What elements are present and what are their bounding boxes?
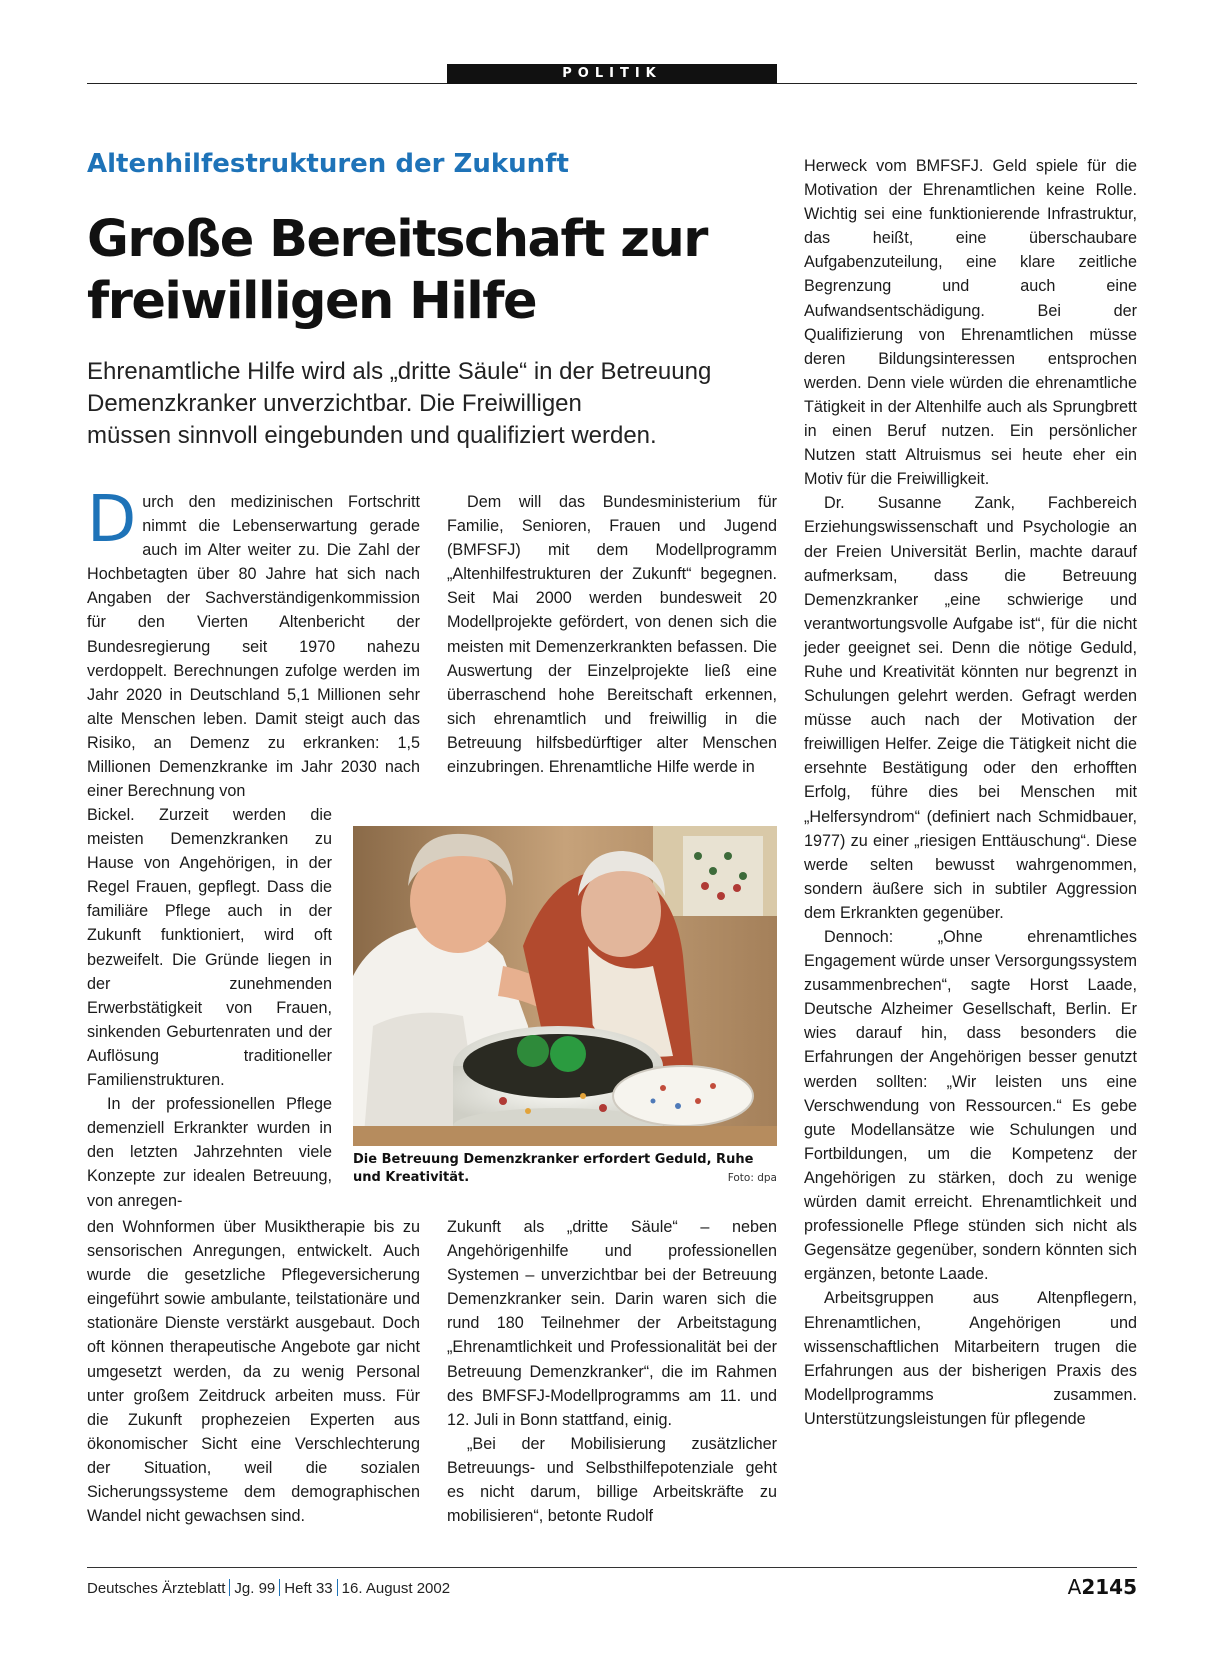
body-paragraph: Zukunft als „dritte Säule“ – neben Angehörigenhilfe und professionellen Systemen – unverzichtbar bei der Betreuung Demenzkranker sein. Darin waren sich die rund 180 Teilnehmer der Arbeitstagung „Ehrenamtlichkeit und Professionalität bei der Betreuung Demenzkranker“, die im Rahmen des BMFSFJ-Modellprogramms am 11. und 12. Juli in Bonn stattfand, einig. bbox=[447, 1218, 777, 1429]
bottom-rule bbox=[87, 1567, 1137, 1568]
volume: Jg. 99 bbox=[234, 1580, 276, 1597]
column-1-middle bbox=[87, 803, 332, 1213]
headline-line-2: freiwilligen Hilfe bbox=[87, 272, 537, 331]
photo-credit: Foto: dpa bbox=[727, 1172, 777, 1184]
caption-text: Die Betreuung Demenzkranker erfordert Geduld, Ruhe und Kreativität. bbox=[353, 1152, 754, 1185]
page-number bbox=[1068, 1575, 1137, 1599]
headline-line-1: Große Bereitschaft zur bbox=[87, 210, 707, 269]
column-3 bbox=[804, 154, 1137, 1431]
journal-name: Deutsches Ärzteblatt bbox=[87, 1580, 226, 1597]
column-1-top bbox=[87, 483, 420, 803]
photo-caregiver-and-elderly-woman bbox=[353, 826, 777, 1146]
article-photo bbox=[353, 826, 777, 1146]
body-paragraph: Herweck vom BMFSFJ. Geld spiele für die Motivation der Ehrenamtlichen keine Rolle. Wichtig sei eine funktionierende Infrastruktur, das heißt, eine überschaubare Aufgabenzuteilung, eine klare zeitliche Begrenzung und auch eine Aufwandsentschädigung. Bei der Qualifizierung von Ehrenamtlichen müsse deren Bildungsinteressen entsprochen werden. Denn viele würden die ehrenamtliche Tätigkeit in der Altenhilfe auch als Sprungbrett in einen Beruf nutzen. Ein persönlicher Nutzen statt Altruismus sei heute eher ein Motiv für die Freiwilligkeit. bbox=[804, 157, 1137, 489]
body-paragraph: Dennoch: „Ohne ehrenamtliches Engagement würde unser Versorgungssystem zusammenbrechen“, sagte Horst Laade, Deutsche Alzheimer Gesellschaft, Berlin. Er wies darauf hin, dass besonders die Erfahrungen der Angehörigen besser genutzt werden sollten: „Wir leisten uns eine Verschwendung von Ressourcen.“ Es gebe gute Modellansätze wie Schulungen und Fortbildungen, um die Kompetenz der Angehörigen zu stärken, doch zu wenige würden damit erreicht. Ehrenamtlichkeit und professionelle Pflege stünden sich nicht als Gegensätze gegenüber, sondern könnten sich ergänzen, betonte Laade. bbox=[804, 928, 1137, 1284]
headline bbox=[87, 209, 747, 333]
section-label: POLITIK bbox=[447, 64, 777, 84]
column-2-top bbox=[447, 490, 777, 779]
footer bbox=[87, 1579, 450, 1597]
body-text: urch den medizinischen Fortschritt nimmt die Lebenserwartung gerade auch im Alter weiter zu. Die Zahl der Hochbetagten über 80 Jahre hat sich nach Angaben der Sachverständigenkommission für den Vierten Altenbericht der Bundesregierung seit 1970 nahezu verdoppelt. Berechnungen zufolge werden im Jahr 2020 in Deutschland 5,1 Millionen sehr alte Menschen leben. Damit steigt auch das Risiko, an Demenz zu erkranken: 1,5 Millionen Demenzkranke im Jahr 2030 nach einer Berechnung von bbox=[87, 493, 420, 801]
body-paragraph: Arbeitsgruppen aus Altenpflegern, Ehrenamtlichen, Angehörigen und wissenschaftlichen Mitarbeitern trugen die Erfahrungen aus der bisherigen Praxis des Modellprogramms zusammen. Unterstützungsleistungen für pflegende bbox=[804, 1289, 1137, 1428]
footer-separator bbox=[337, 1579, 338, 1596]
date: 16. August 2002 bbox=[341, 1580, 451, 1597]
kicker: Altenhilfestrukturen der Zukunft bbox=[87, 149, 569, 179]
body-paragraph: Bickel. Zurzeit werden die meisten Demenzkranken zu Hause von Angehörigen, in der Regel Frauen, gepflegt. Dass die familiäre Pflege auch in der Zukunft funktioniert, wird oft bezweifelt. Die Gründe liegen in der zunehmenden Erwerbstätigkeit von Frauen, sinkenden Geburtenraten und der Auflösung traditioneller Familienstrukturen. bbox=[87, 806, 332, 1090]
body-paragraph: In der professionellen Pflege demenziell Erkrankter wurden in den letzten Jahrzehnten viele Konzepte zur idealen Betreuung, von anregen- bbox=[87, 1095, 332, 1210]
body-paragraph: „Bei der Mobilisierung zusätzlicher Betreuungs- und Selbsthilfepotenziale geht es nicht darum, billige Arbeitskräfte zu mobilisieren“, betonte Rudolf bbox=[447, 1434, 777, 1526]
page-number-value: 2145 bbox=[1081, 1575, 1137, 1599]
lead-paragraph bbox=[87, 356, 767, 452]
page-prefix: A bbox=[1067, 1575, 1082, 1599]
footer-separator bbox=[279, 1579, 280, 1596]
lead-line-2: Demenzkranker unverzichtbar. Die Freiwilligen bbox=[87, 390, 582, 417]
body-paragraph: den Wohnformen über Musiktherapie bis zu sensorischen Anregungen, entwickelt. Auch wurde die gesetzliche Pflegeversicherung eingeführt sowie ambulante, teilstationäre und stationäre Dienste verstärkt ausgebaut. Doch oft können therapeutische Angebote gar nicht umgesetzt werden, da zu wenig Personal unter großem Zeitdruck arbeiten muss. Für die Zukunft prophezeien Experten aus ökonomischer Sicht eine Verschlechterung der Situation, weil die sozialen Sicherungssysteme dem demographischen Wandel nicht gewachsen sind. bbox=[87, 1218, 420, 1526]
column-1-bottom bbox=[87, 1215, 420, 1528]
issue: Heft 33 bbox=[284, 1580, 333, 1597]
photo-caption bbox=[353, 1151, 777, 1187]
lead-line-1: Ehrenamtliche Hilfe wird als „dritte Säule“ in der Betreuung bbox=[87, 358, 712, 385]
footer-separator bbox=[229, 1579, 230, 1596]
body-paragraph: Dr. Susanne Zank, Fachbereich Erziehungswissenschaft und Psychologie an der Freien Universität Berlin, machte darauf aufmerksam, dass die Betreuung Demenzkranker „eine schwierige und verantwortungsvolle Aufgabe ist“, für die nicht jeder geeignet sei. Denn die nötige Geduld, Ruhe und Kreativität könnten nur begrenzt in Schulungen gelehrt werden. Gefragt werden müsse auch nach der Motivation der freiwilligen Helfer. Zeige die Tätigkeit nicht die ersehnte Bestätigung oder den erhofften Erfolg, führe dies bei Menschen mit „Helfersyndrom“ (definiert nach Schmidbauer, 1977) zu einer „riesigen Enttäuschung“. Diese werde selten bewusst wahrgenommen, sondern äußere sich in subtiler Aggression dem Erkrankten gegenüber. bbox=[804, 494, 1137, 922]
body-paragraph: Dem will das Bundesministerium für Familie, Senioren, Frauen und Jugend (BMFSFJ) mit dem Modellprogramm „Altenhilfestrukturen der Zukunft“ begegnen. Seit Mai 2000 werden bundesweit 20 Modellprojekte gefördert, von denen sich die meisten mit Demenzerkrankten befassen. Die Auswertung der Einzelprojekte ließ eine überraschend hohe Bereitschaft erkennen, sich ehrenamtlich und freiwillig in die Betreuung hilfsbedürftiger alter Menschen einzubringen. Ehrenamtliche Hilfe werde in bbox=[447, 493, 777, 777]
column-2-bottom bbox=[447, 1215, 777, 1528]
drop-cap: D bbox=[87, 483, 137, 557]
lead-line-3: müssen sinnvoll eingebunden und qualifiziert werden. bbox=[87, 422, 657, 449]
